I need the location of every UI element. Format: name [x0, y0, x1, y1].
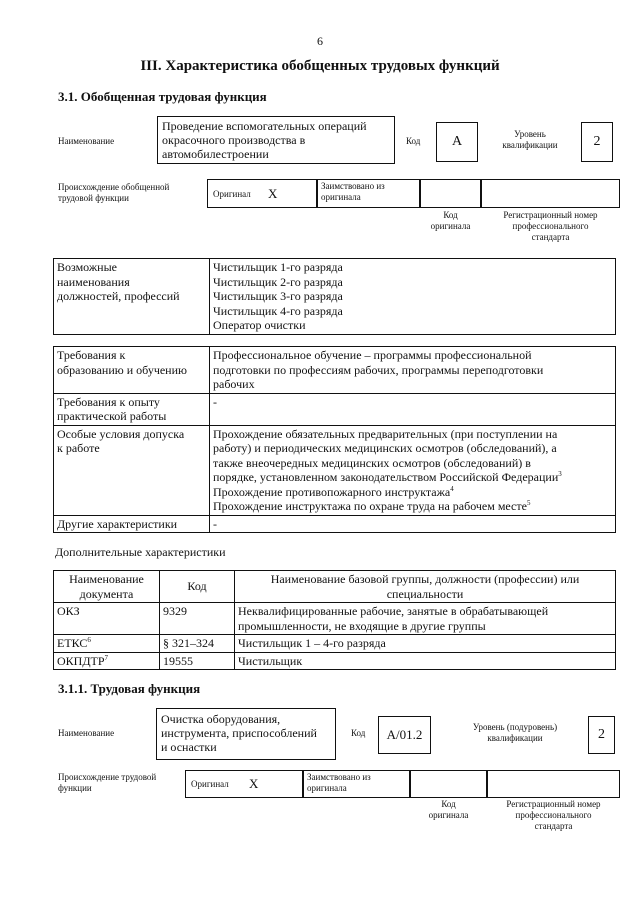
- experience-label: [54, 393, 210, 425]
- code-cell: § 321–324: [160, 635, 235, 653]
- origin-label: [58, 182, 169, 204]
- code-cell: 19555: [160, 652, 235, 670]
- origin-label-line: Происхождение обобщенной: [58, 182, 170, 192]
- borrowed-cell: [303, 770, 410, 798]
- value-line: подготовки по профессиям рабочих, программы переподготовки: [213, 362, 544, 377]
- doc-cell: [54, 652, 160, 670]
- value-line: [213, 499, 612, 514]
- value-text: Прохождение инструктажа по охране труда на рабочем месте: [213, 499, 527, 513]
- value-line: Профессиональное обучение – программы профессиональной: [213, 348, 532, 362]
- name-value-line: и оснастки: [161, 740, 217, 754]
- code-value-box: А: [436, 122, 478, 162]
- original-mark: X: [249, 776, 259, 791]
- level-label-line: Уровень (подуровень): [472, 722, 558, 732]
- positions-table: [53, 258, 616, 335]
- label-line: образованию и обучению: [57, 362, 187, 377]
- code-original-caption: [420, 210, 481, 232]
- reg-number-caption: [487, 799, 620, 832]
- name-value-line: Проведение вспомогательных операций: [162, 119, 367, 133]
- origin-label-line: Происхождение трудовой: [58, 772, 157, 782]
- positions-label-line: Возможные: [57, 260, 117, 274]
- col-header-name: [235, 571, 616, 603]
- additional-heading: Дополнительные характеристики: [55, 545, 226, 559]
- table-row: [54, 347, 616, 394]
- table-header-row: [54, 571, 616, 603]
- caption-line: Регистрационный номер: [506, 799, 601, 809]
- name-value-line: автомобилестроении: [162, 147, 269, 161]
- special-label: [54, 425, 210, 515]
- doc-cell: [54, 603, 160, 635]
- caption-line: оригинала: [430, 221, 471, 231]
- code-original-cell: [420, 179, 481, 208]
- position-item: Чистильщик 2-го разряда: [213, 274, 343, 289]
- table-row: [54, 515, 616, 533]
- caption-line: профессионального: [515, 810, 592, 820]
- doc-name: ЕТКС: [57, 636, 88, 650]
- value-text: порядке, установленном законодательством Российской Федерации: [213, 470, 559, 484]
- footnote-ref[interactable]: 5: [526, 499, 531, 507]
- original-label: Оригинал: [213, 189, 251, 199]
- name-line: Чистильщик: [238, 653, 303, 668]
- experience-value: -: [210, 393, 616, 425]
- reg-number-cell: [487, 770, 620, 798]
- value-text: Прохождение противопожарного инструктажа: [213, 484, 451, 499]
- positions-label-line: наименования: [57, 274, 130, 289]
- borrowed-label-line: Заимствовано из: [307, 772, 371, 782]
- table-row: [54, 652, 616, 670]
- caption-line: Код: [441, 799, 456, 809]
- table-row: [54, 425, 616, 515]
- code-original-caption: [410, 799, 487, 821]
- name-value-line: инструмента, приспособлений: [161, 726, 317, 740]
- function-name-box: [156, 708, 336, 760]
- reg-number-cell: [481, 179, 620, 208]
- position-item: Оператор очистки: [213, 318, 306, 332]
- positions-label: [54, 259, 210, 335]
- doc-name: ОКЗ: [57, 604, 80, 618]
- footnote-ref[interactable]: 6: [87, 636, 91, 644]
- table-row: [54, 635, 616, 653]
- value-line: работу) и периодических медицинских осмотров (обследований), а: [213, 441, 557, 455]
- footnote-ref[interactable]: 4: [450, 484, 454, 493]
- footnote-ref[interactable]: 3: [558, 470, 562, 478]
- header-line: документа: [79, 586, 134, 601]
- level-value-box: 2: [588, 716, 615, 754]
- caption-line: Регистрационный номер: [503, 210, 598, 220]
- positions-list: [210, 259, 616, 335]
- caption-line: профессионального: [512, 221, 589, 231]
- label-line: Требования к опыту: [57, 394, 160, 409]
- requirements-table: [53, 346, 616, 533]
- col-header-code: Код: [160, 571, 235, 603]
- table-row: [54, 393, 616, 425]
- original-cell: [207, 179, 317, 208]
- borrowed-label-line: оригинала: [307, 783, 347, 793]
- caption-line: стандарта: [531, 232, 570, 242]
- subsection-heading-3-1-1: 3.1.1. Трудовая функция: [58, 681, 201, 696]
- value-line: [213, 485, 612, 500]
- borrowed-cell: [317, 179, 420, 208]
- table-row: [54, 603, 616, 635]
- origin-label-line: трудовой функции: [58, 193, 129, 203]
- level-label-line: квалификации: [487, 733, 543, 743]
- level-label: [484, 129, 576, 151]
- name-label: Наименование: [58, 728, 115, 738]
- doc-cell: [54, 635, 160, 653]
- col-header-document: [54, 571, 160, 603]
- header-line: специальности: [386, 586, 464, 601]
- doc-name: ОКПДТР: [57, 653, 105, 668]
- footnote-ref[interactable]: 7: [104, 653, 109, 662]
- label-line: Особые условия допуска: [57, 426, 185, 441]
- label-line: к работе: [57, 441, 100, 455]
- education-label: [54, 347, 210, 394]
- name-cell: [235, 635, 616, 653]
- other-label: Другие характеристики: [54, 515, 210, 533]
- name-value-line: окрасочного производства в: [162, 133, 306, 147]
- origin-label: [58, 772, 156, 794]
- section-title: III. Характеристика обобщенных трудовых функций: [140, 58, 500, 74]
- additional-table: [53, 570, 616, 670]
- name-line: промышленности, не входящие в другие группы: [238, 618, 486, 633]
- value-line: [213, 470, 612, 485]
- code-label: Код: [406, 136, 421, 146]
- header-line: Наименование базовой группы, должности (профессии) или: [270, 572, 580, 586]
- original-mark: X: [268, 186, 278, 201]
- reg-number-caption: [481, 210, 620, 243]
- page-number: 6: [317, 34, 323, 48]
- value-line: Прохождение обязательных предварительных (при поступлении на: [213, 426, 558, 441]
- position-item: Чистильщик 3-го разряда: [213, 289, 343, 303]
- value-line: рабочих: [213, 377, 255, 391]
- borrowed-label-line: Заимствовано из: [321, 181, 385, 191]
- level-value-box: 2: [581, 122, 613, 162]
- origin-label-line: функции: [58, 783, 92, 793]
- special-value: [210, 425, 616, 515]
- level-label-line: Уровень: [514, 129, 546, 139]
- original-label: Оригинал: [191, 779, 229, 789]
- code-cell: 9329: [160, 603, 235, 635]
- name-cell: [235, 652, 616, 670]
- caption-line: оригинала: [428, 810, 469, 820]
- original-cell: [185, 770, 303, 798]
- position-item: Чистильщик 4-го разряда: [213, 303, 343, 318]
- position-item: Чистильщик 1-го разряда: [213, 260, 343, 274]
- name-line: Чистильщик 1 – 4-го разряда: [238, 636, 386, 650]
- caption-line: стандарта: [534, 821, 573, 831]
- level-label-line: квалификации: [502, 140, 558, 150]
- name-label: Наименование: [58, 136, 115, 146]
- positions-label-line: должностей, профессий: [57, 289, 180, 303]
- education-value: [210, 347, 616, 394]
- name-value-line: Очистка оборудования,: [161, 712, 281, 726]
- label-line: практической работы: [57, 409, 167, 423]
- header-line: Наименование: [69, 572, 144, 586]
- name-line: Неквалифицированные рабочие, занятые в обрабатывающей: [238, 604, 549, 618]
- subsection-heading-3-1: 3.1. Обобщенная трудовая функция: [58, 89, 267, 104]
- code-original-cell: [410, 770, 487, 798]
- name-cell: [235, 603, 616, 635]
- borrowed-label-line: оригинала: [321, 192, 361, 202]
- other-value: -: [210, 515, 616, 533]
- level-label: [450, 722, 580, 744]
- name-value-box: [157, 116, 395, 164]
- label-line: Требования к: [57, 348, 126, 362]
- value-line: также внеочередных медицинских осмотров (обследований) в: [213, 455, 531, 470]
- code-label: Код: [351, 728, 366, 738]
- caption-line: Код: [443, 210, 458, 220]
- code-value-box: A/01.2: [378, 716, 431, 754]
